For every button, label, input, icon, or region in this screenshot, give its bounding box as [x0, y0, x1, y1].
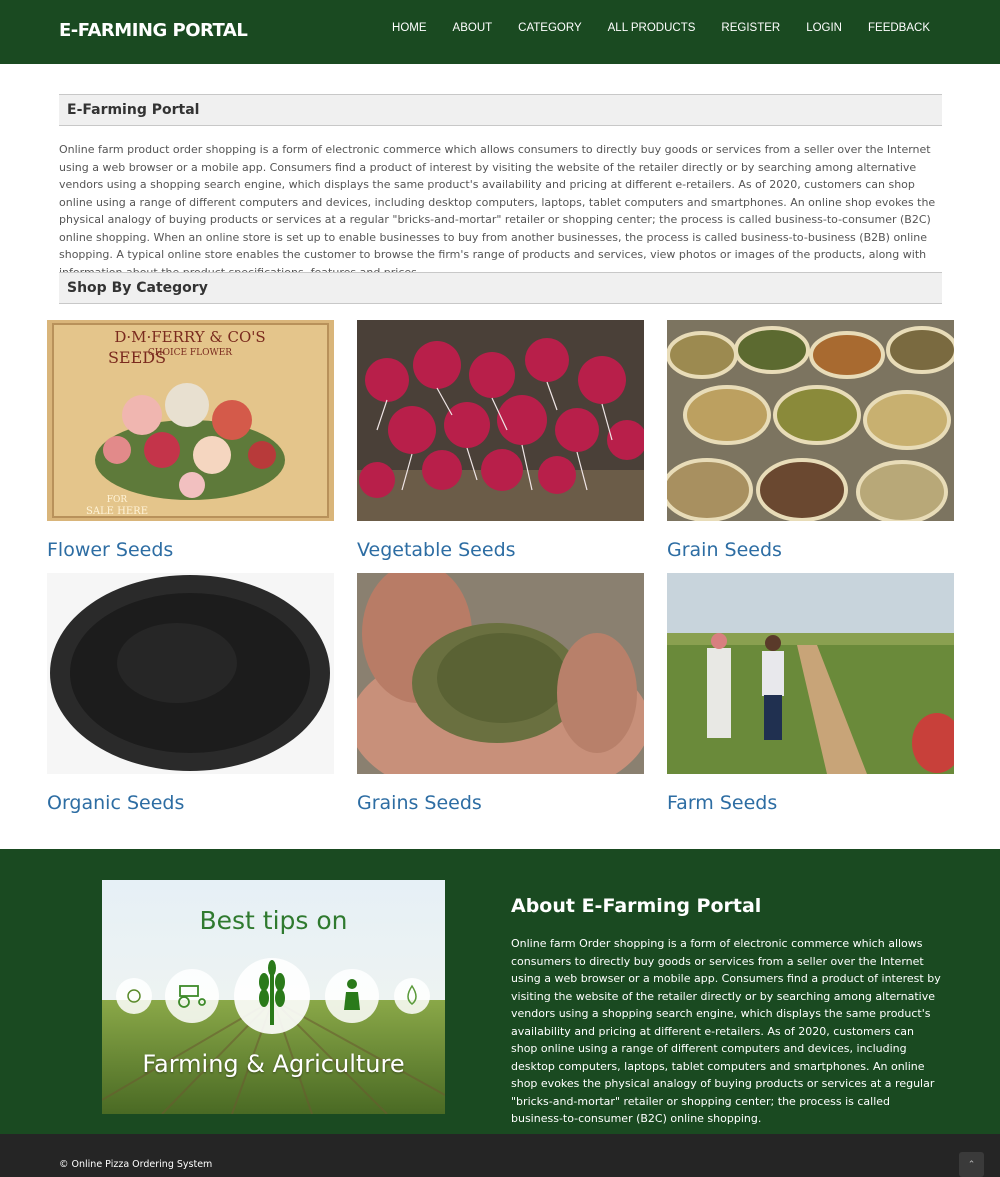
category-link-vegetable-seeds[interactable]: Vegetable Seeds — [357, 539, 516, 561]
footer-bar — [0, 1134, 1000, 1177]
category-card-organic-seeds[interactable] — [47, 573, 334, 814]
about-section — [0, 849, 1000, 1134]
main-nav — [392, 22, 930, 34]
packet-text-brand: D·M·FERRY & CO'S — [114, 328, 266, 346]
copyright-text: © Online Pizza Ordering System — [59, 1159, 213, 1170]
packet-text-seeds: SEEDS — [107, 348, 167, 367]
banner-title: Best tips on — [199, 906, 348, 935]
grains-seeds-image[interactable] — [357, 573, 644, 774]
nav-feedback[interactable]: FEEDBACK — [868, 22, 930, 34]
top-navbar — [0, 0, 1000, 64]
nav-all-products[interactable]: ALL PRODUCTS — [607, 22, 696, 34]
category-card-flower-seeds[interactable] — [47, 320, 334, 561]
grain-seeds-image[interactable] — [667, 320, 954, 521]
nav-about[interactable]: ABOUT — [452, 22, 493, 34]
category-card-farm-seeds[interactable] — [667, 573, 954, 814]
intro-text: Online farm product order shopping is a form of electronic commerce which allows consumers to directly buy goods or services from a seller over the Internet using a web browser or a mobile app. Consumers find a product of interest by visiting the website of the retailer directly or by searching among alternative vendors using a shopping search engine, which displays the same product's availability and pricing at different e-retailers. As of 2020, customers can shop online using a range of different computers and devices, including desktop computers, laptops, tablet computers and smartphones. An online shop evokes the physical analogy of buying products or services at a regular "bricks-and-mortar" retailer or shopping center; the process is called business-to-consumer (B2C) online shopping. When an online store is set up to enable businesses to buy from another businesses, the process is called business-to-business (B2B) online shopping. A typical online store enables the customer to browse the firm's range of products and services, view photos or images of the products, along with — [59, 143, 936, 261]
nav-login[interactable]: LOGIN — [806, 22, 842, 34]
organic-seeds-image[interactable] — [47, 573, 334, 774]
nav-register[interactable]: REGISTER — [721, 22, 781, 34]
packet-text-for: FOR — [106, 495, 128, 505]
packet-text-sale: SALE HERE — [85, 506, 149, 517]
farming-tips-banner — [102, 880, 445, 1114]
category-card-vegetable-seeds[interactable] — [357, 320, 644, 561]
vegetable-seeds-image[interactable] — [357, 320, 644, 521]
intro-heading: E-Farming Portal — [59, 94, 942, 126]
category-link-organic-seeds[interactable]: Organic Seeds — [47, 792, 185, 814]
about-text: Online farm Order shopping is a form of electronic commerce which allows consumers to directly buy goods or services from a seller over the Internet using a web browser or a mobile app. Consumers find a product of interest by visiting the website of the retailer directly or by searching among alternative vendors using a shopping search engine, which displays the same product's availability and pricing at different e-retailers. As of 2020, customers can shop online using a range of different computers and devices, including desktop computers, laptops, tablet computers and smartphones. An online shop evokes the physical analogy of buying products or services at a regular "bricks-and-mortar" retailer or shopping center; the process is called business-to-consumer (B2C) online shopping. — [511, 937, 941, 1125]
brand-logo[interactable]: E-FARMING PORTAL — [59, 20, 248, 41]
nav-home[interactable]: HOME — [392, 22, 427, 34]
category-link-grains-seeds[interactable]: Grains Seeds — [357, 792, 482, 814]
packet-text-choice: CHOICE FLOWER — [147, 348, 233, 358]
farm-seeds-image[interactable] — [667, 573, 954, 774]
about-title: About E-Farming Portal — [511, 895, 762, 917]
category-link-grain-seeds[interactable]: Grain Seeds — [667, 539, 782, 561]
chevron-up-icon: ⌃ — [967, 1159, 976, 1169]
category-link-flower-seeds[interactable]: Flower Seeds — [47, 539, 174, 561]
category-heading: Shop By Category — [59, 272, 942, 304]
category-link-farm-seeds[interactable]: Farm Seeds — [667, 792, 778, 814]
category-card-grains-seeds[interactable] — [357, 573, 644, 814]
nav-category[interactable]: CATEGORY — [518, 22, 582, 34]
category-card-grain-seeds[interactable] — [667, 320, 954, 561]
scroll-to-top-button[interactable] — [959, 1152, 984, 1177]
flower-seeds-image[interactable] — [47, 320, 334, 521]
banner-subtitle: Farming & Agriculture — [142, 1050, 405, 1078]
